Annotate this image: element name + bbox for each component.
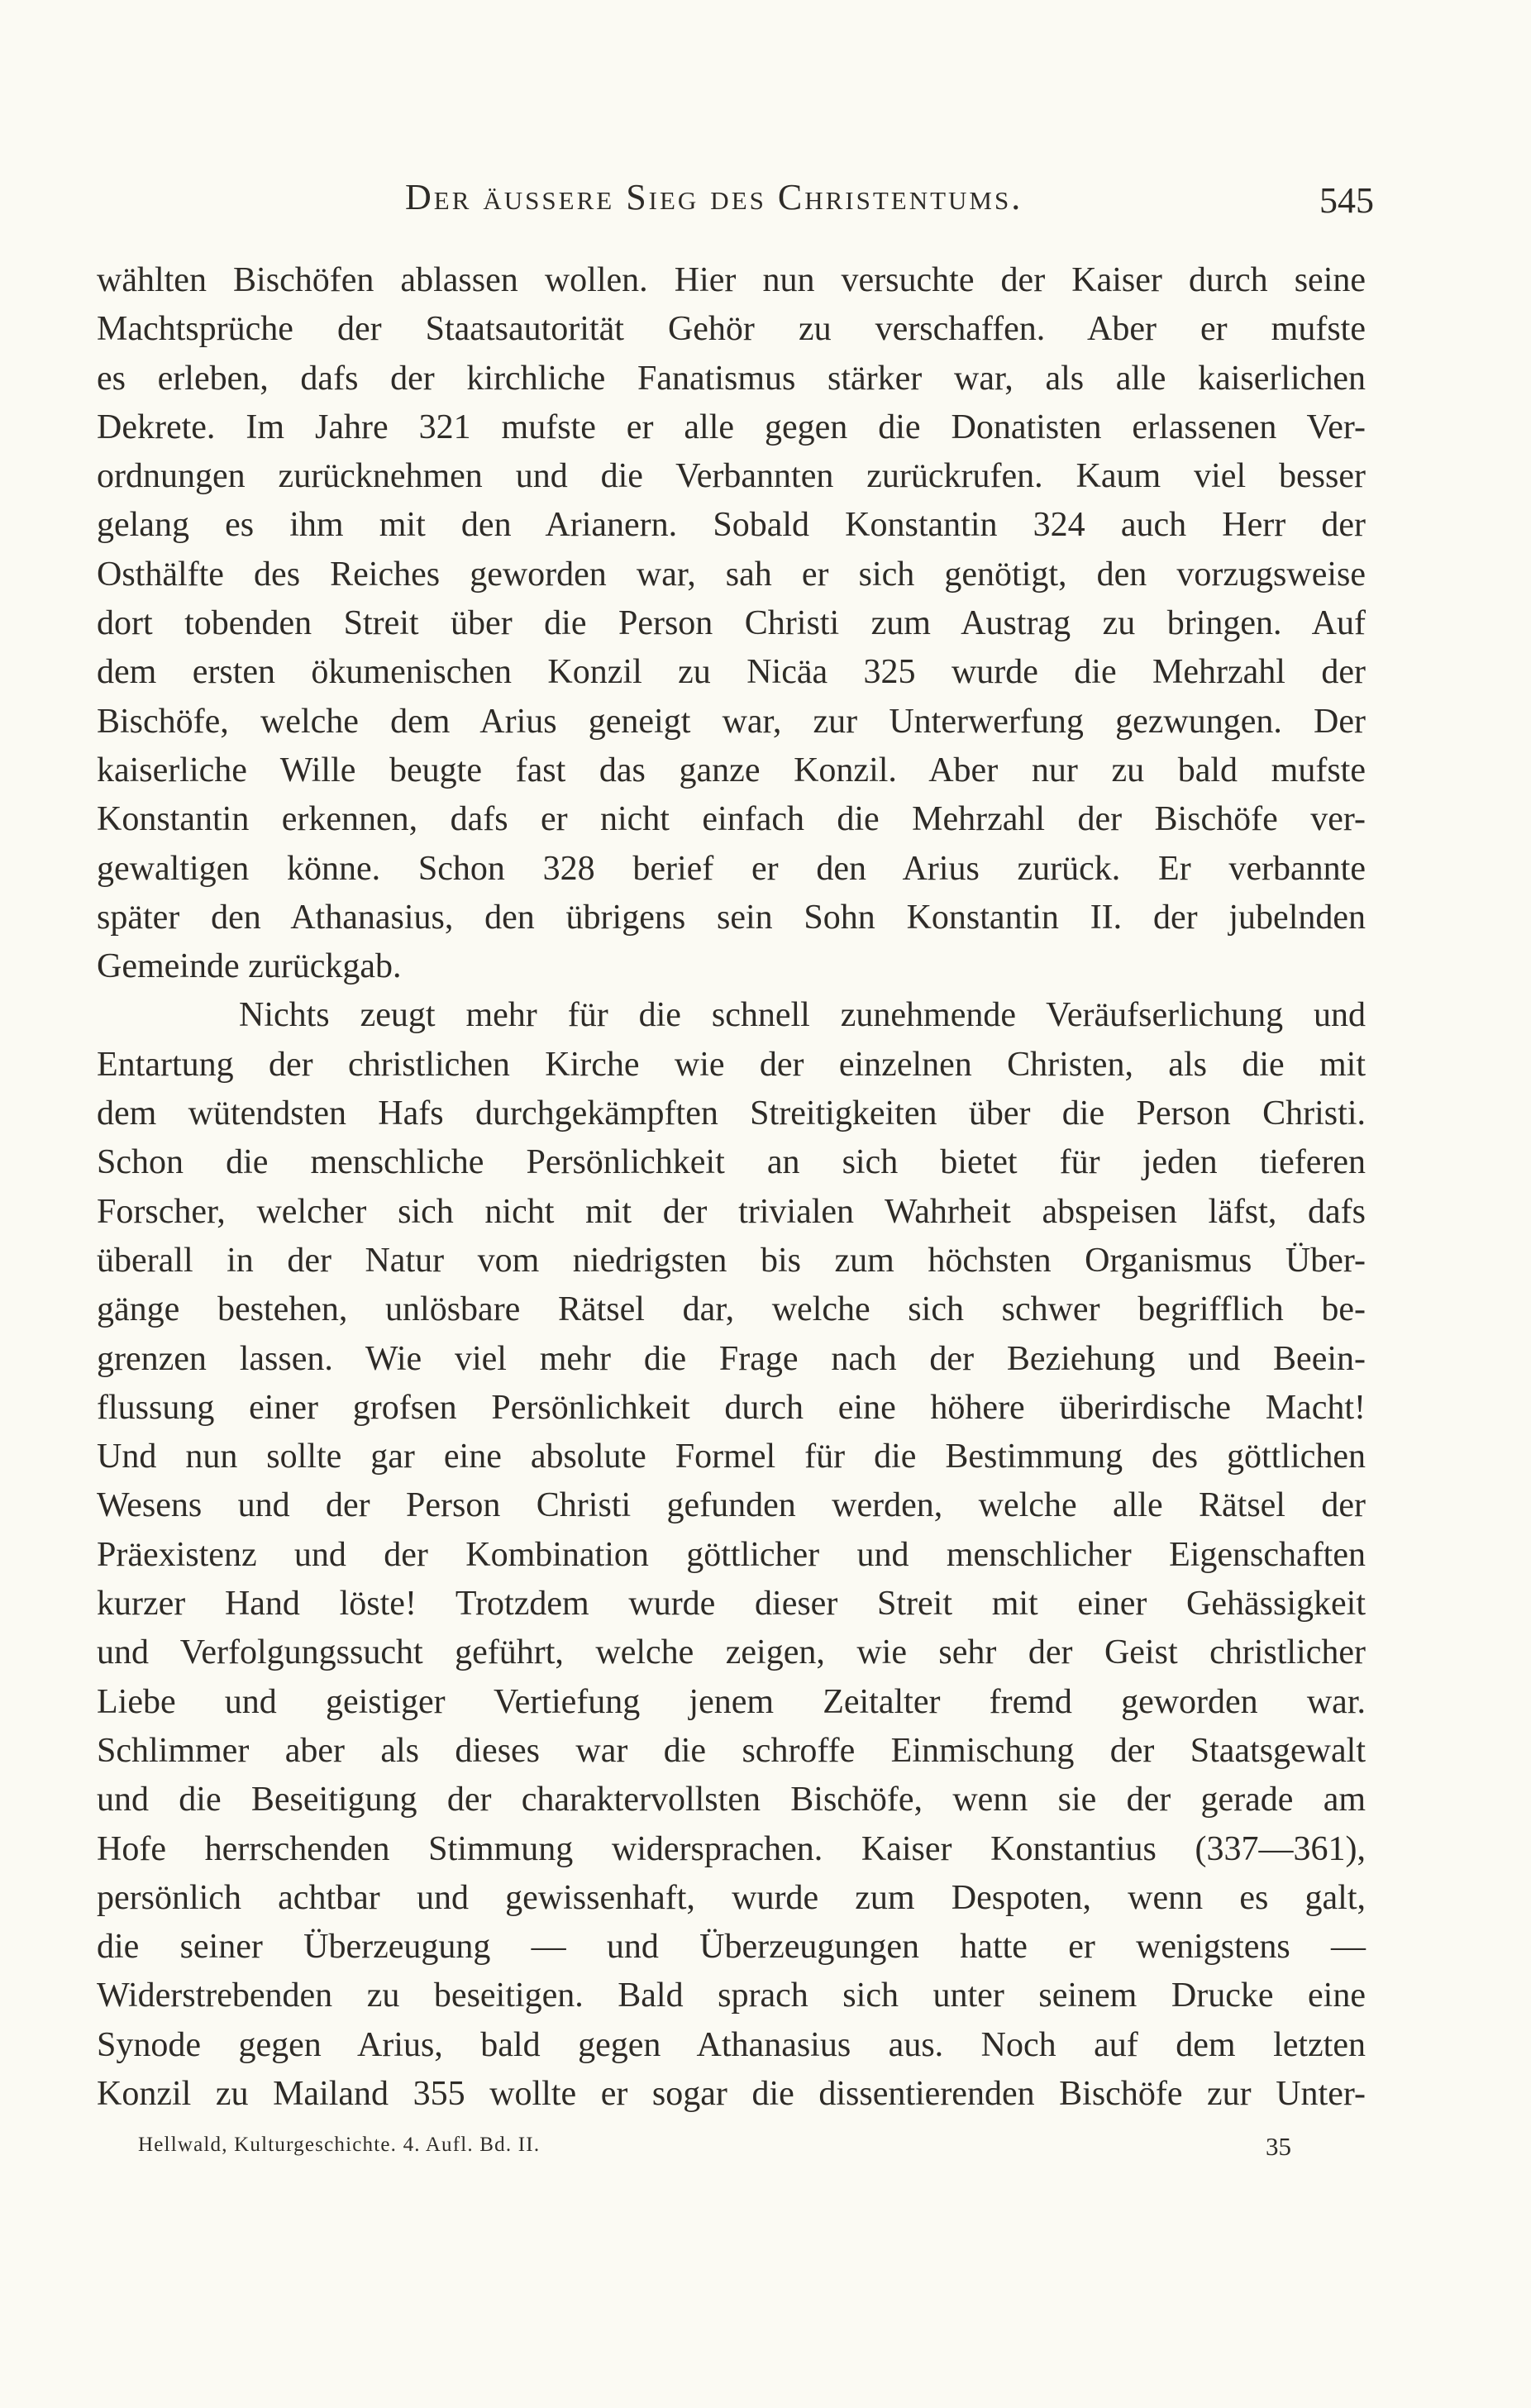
text-line: Widerstrebenden zu beseitigen. Bald sprach sich unter seinem Drucke eine [97,1976,1366,2015]
text-line: Schlimmer aber als dieses war die schroffe Einmischung der Staatsgewalt [97,1731,1366,1770]
text-line: Wesens und der Person Christi gefunden werden, welche alle Rätsel der [97,1486,1366,1525]
text-line: kaiserliche Wille beugte fast das ganze Konzil. Aber nur zu bald mufste [97,751,1366,789]
text-line: kurzer Hand löste! Trotzdem wurde dieser Streit mit einer Gehässigkeit [97,1585,1366,1624]
text-line: gewaltigen könne. Schon 328 berief er den Arius zurück. Er verbannte [97,849,1366,888]
text-line: Konzil zu Mailand 355 wollte er sogar die dissentierenden Bischöfe zur Unter- [97,2074,1366,2113]
running-title: Der äussere Sieg des Christentums. [405,177,1023,217]
text-line: ordnungen zurücknehmen und die Verbannten zurückrufen. Kaum viel besser [97,457,1366,496]
text-line: es erleben, dafs der kirchliche Fanatismus stärker war, als alle kaiserlichen [97,359,1366,398]
paragraph-1 [97,256,1366,991]
text-line: Synode gegen Arius, bald gegen Athanasius aus. Noch auf dem letzten [97,2025,1366,2064]
text-line: überall in der Natur vom niedrigsten bis zum höchsten Organismus Über- [97,1241,1366,1280]
running-head [405,176,1381,234]
text-line: Konstantin erkennen, dafs er nicht einfach die Mehrzahl der Bischöfe ver- [97,800,1366,839]
text-line: flussung einer grofsen Persönlichkeit durch eine höhere überirdische Macht! [97,1388,1366,1427]
text-line: Gemeinde zurückgab. [97,947,402,986]
text-line: dem ersten ökumenischen Konzil zu Nicäa 325 wurde die Mehrzahl der [97,653,1366,692]
text-line: Präexistenz und der Kombination göttlicher und menschlicher Eigenschaften [97,1535,1366,1574]
text-line: Schon die menschliche Persönlichkeit an sich bietet für jeden tieferen [97,1143,1366,1182]
text-line: persönlich achtbar und gewissenhaft, wurde zum Despoten, wenn es galt, [97,1878,1366,1917]
paragraph-2 [97,991,1366,2119]
text-line: Bischöfe, welche dem Arius geneigt war, zur Unterwerfung gezwungen. Der [97,702,1366,741]
text-line: Entartung der christlichen Kirche wie der einzelnen Christen, als die mit [97,1045,1366,1084]
text-line: Machtsprüche der Staatsautorität Gehör zu verschaffen. Aber er mufste [97,310,1366,349]
text-line: dort tobenden Streit über die Person Christi zum Austrag zu bringen. Auf [97,604,1366,643]
text-line: Nichts zeugt mehr für die schnell zunehmende Veräufserlichung und [239,996,1366,1035]
text-line: und Verfolgungssucht geführt, welche zeigen, wie sehr der Geist christlicher [97,1633,1366,1672]
text-line: die seiner Überzeugung — und Überzeugungen hatte er wenigstens — [97,1928,1366,1967]
body-text [97,256,1366,2119]
text-line: dem wütendsten Hafs durchgekämpften Streitigkeiten über die Person Christi. [97,1094,1366,1133]
text-line: gänge bestehen, unlösbare Rätsel dar, welche sich schwer begrifflich be- [97,1290,1366,1329]
text-line: Liebe und geistiger Vertiefung jenem Zeitalter fremd geworden war. [97,1682,1366,1721]
text-line: gelang es ihm mit den Arianern. Sobald Konstantin 324 auch Herr der [97,506,1366,545]
text-line: Und nun sollte gar eine absolute Formel für die Bestimmung des göttlichen [97,1438,1366,1476]
sheet-number: 35 [1266,2132,1291,2161]
text-line: Dekrete. Im Jahre 321 mufste er alle gegen die Donatisten erlassenen Ver- [97,408,1366,446]
text-line: grenzen lassen. Wie viel mehr die Frage nach der Beziehung und Beein- [97,1339,1366,1378]
text-line: Osthälfte des Reiches geworden war, sah er sich genötigt, den vorzugsweise [97,555,1366,594]
footer-citation: Hellwald, Kulturgeschichte. 4. Aufl. Bd. II. [138,2134,541,2156]
text-line: und die Beseitigung der charaktervollsten Bischöfe, wenn sie der gerade am [97,1781,1366,1819]
text-line: später den Athanasius, den übrigens sein Sohn Konstantin II. der jubelnden [97,898,1366,937]
page-number: 545 [1319,180,1374,221]
text-line: Hofe herrschenden Stimmung widersprachen. Kaiser Konstantius (337—361), [97,1829,1366,1868]
text-line: Forscher, welcher sich nicht mit der trivialen Wahrheit abspeisen läfst, dafs [97,1192,1366,1231]
text-line: wählten Bischöfen ablassen wollen. Hier nun versuchte der Kaiser durch seine [97,261,1366,299]
page-footer [138,2134,1291,2167]
